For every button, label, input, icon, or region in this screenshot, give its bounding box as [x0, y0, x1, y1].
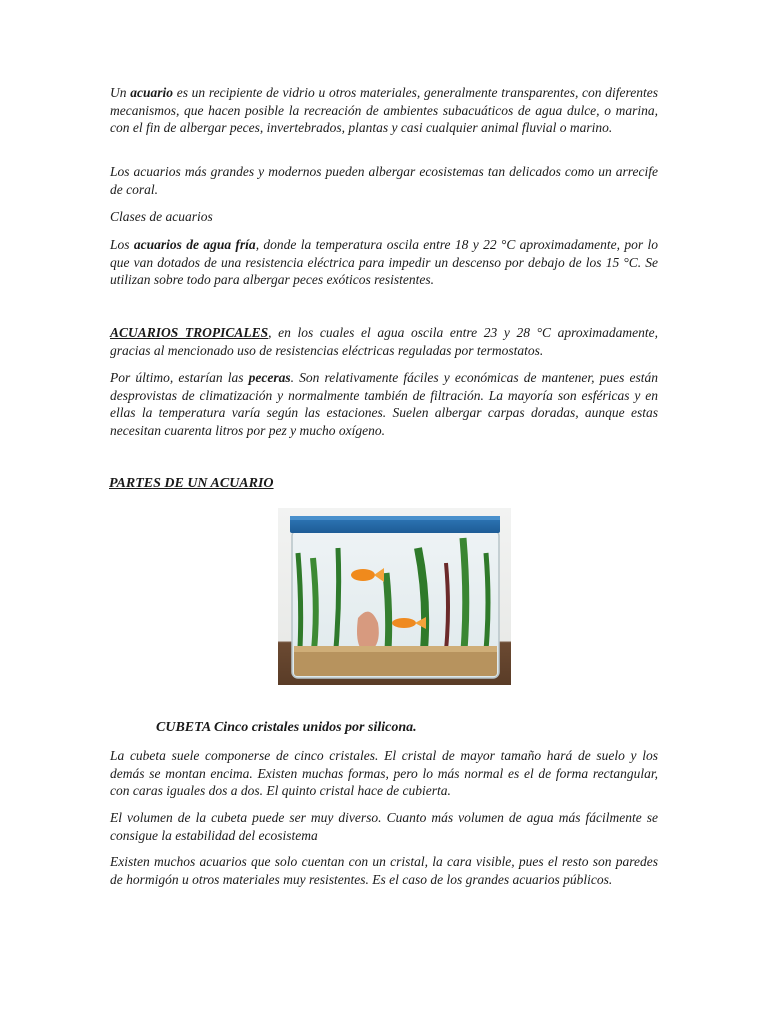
tropical-paragraph [110, 324, 658, 359]
parts-heading: PARTES DE UN ACUARIO [109, 476, 274, 491]
cubeta-label: CUBETA [156, 720, 211, 735]
tropical-term: ACUARIOS TROPICALES [110, 325, 269, 340]
cold-term: acuarios de agua fría [133, 237, 256, 252]
cubeta-subtitle [156, 720, 417, 736]
bowls-paragraph [110, 369, 658, 439]
cold-after: , donde la temperatura oscila entre 18 y 22 °C aproximadamente, por lo que van dotados de una resistencia eléctrica para impedir un descenso por debajo de los 15 °C. Se utilizan sobre todo para albergar peces exóticos resistentes. [110, 237, 658, 287]
intro-before: Un [110, 85, 131, 100]
cubeta-paragraph-2: El volumen de la cubeta puede ser muy diverso. Cuanto más volumen de agua más fácilmente se consigue la estabilidad del ecosistema [110, 810, 658, 843]
bowls-term: peceras [248, 370, 291, 385]
large-aquariums-paragraph: Los acuarios más grandes y modernos pueden albergar ecosistemas tan delicados como un arrecife de coral. [110, 164, 658, 197]
tropical-after: , en los cuales el agua oscila entre 23 y 28 °C aproximadamente, gracias al mencionado uso de resistencias eléctricas reguladas por termostatos. [110, 325, 658, 358]
cubeta-paragraph-3: Existen muchos acuarios que solo cuentan con un cristal, la cara visible, pues el resto son paredes de hormigón u otros materiales muy resistentes. Es el caso de los grandes acuarios públicos. [110, 854, 658, 887]
cubeta-desc: Cinco cristales unidos por silicona. [210, 720, 417, 735]
intro-after: es un recipiente de vidrio u otros materiales, generalmente transparentes, con diferentes mecanismos, que hacen posible la recreación de ambientes subacuáticos de agua dulce, o marina, con el fin de albergar peces, invertebrados, plantas y casi cualquier animal fluvial o marino. [110, 85, 658, 135]
cold-before: Los [110, 237, 134, 252]
cubeta-paragraph-1: La cubeta suele componerse de cinco cristales. El cristal de mayor tamaño hará de suelo y los demás se montan encima. Existen muchas formas, pero lo más normal es el de forma rectangular, con caras iguales dos a dos. El quinto cristal hace de cubierta. [110, 748, 658, 798]
intro-term: acuario [130, 85, 173, 100]
cold-water-paragraph [110, 236, 658, 289]
bowls-after: . Son relativamente fáciles y económicas de mantener, pues están desprovistas de climatización y normalmente también de filtración. La mayoría son esféricas y en ellas la temperatura varía según las estaciones. Suelen albergar carpas doradas, aunque estas necesitan cuarenta litros por pez y mucho oxígeno. [110, 370, 658, 438]
aquarium-photo [278, 508, 511, 685]
bowls-before: Por último, estarían las [110, 370, 249, 385]
classes-title: Clases de acuarios [110, 209, 213, 224]
intro-paragraph [110, 84, 658, 137]
